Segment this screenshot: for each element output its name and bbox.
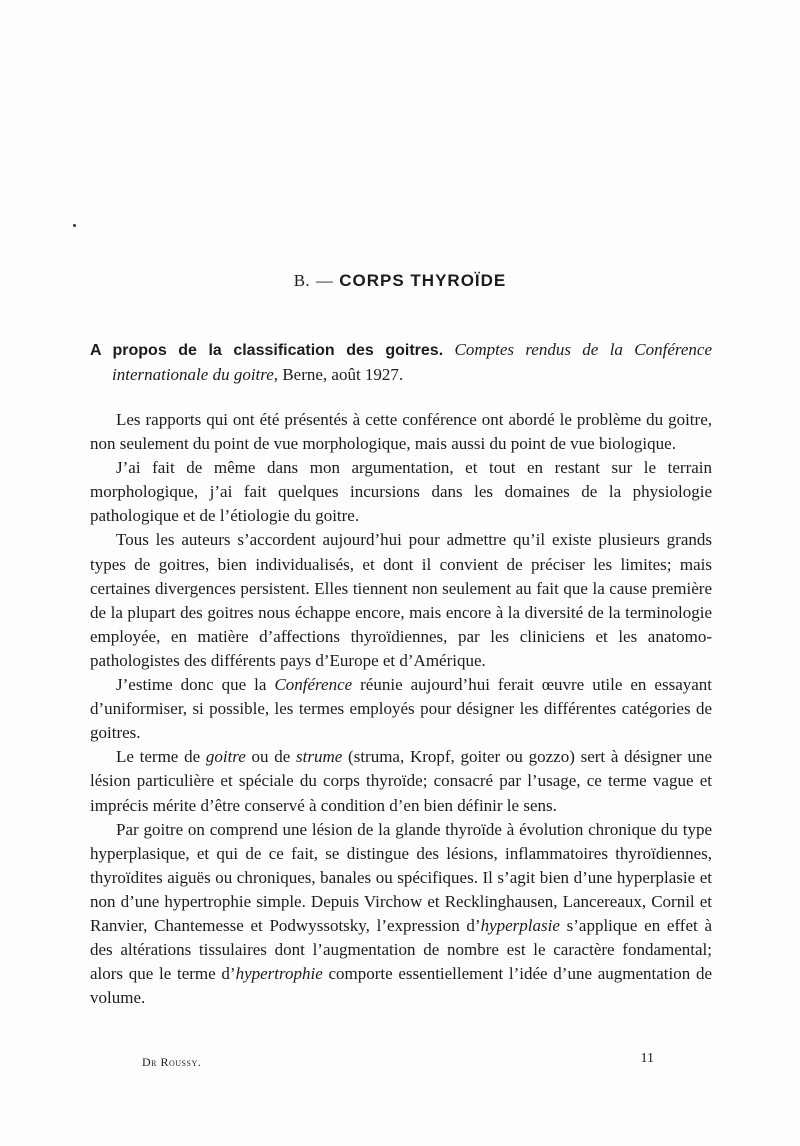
paragraph-6: Par goitre on comprend une lésion de la glande thyroïde à évolution chronique du type hyperplasique, et qui de ce fait, se distingue des lésions, inflammatoires thyroïdiennes, thyroïdites aiguës ou chroniques, banales ou spécifiques. Il s’agit bien d’une hyperplasie et non d’une hypertrophie simple. Depuis Virchow et Recklinghausen, Lancereaux, Cornil et Ranvier, Chantemesse et Podwyssotsky, l’expression d’hyperplasie s’applique en effet à des altérations tissulaires dont l’augmentation de nombre est le caractère fondamental; alors que le terme d’hypertrophie comporte essentiellement l’idée d’une augmentation de volume. bbox=[90, 819, 712, 1008]
paragraph-3: Tous les auteurs s’accordent aujourd’hui pour admettre qu’il existe plusieurs grands types de goitres, bien individualisés, et dont il convient de préciser les limites; mais certaines divergences persistent. Elles tiennent non seulement au fait que la cause première de la plupart des goitres nous échappe encore, mais encore à la diversité de la terminologie employée, en matière d’affections thyroïdiennes, par les cliniciens et les anatomo-pathologistes des différents pays d’Europe et d’Amérique. bbox=[90, 530, 712, 670]
page-number: 11 bbox=[640, 1051, 654, 1066]
reference-title: A propos de la classification des goitres. bbox=[90, 342, 444, 359]
reference-place-date: Berne, août 1927. bbox=[278, 365, 404, 384]
body-text bbox=[90, 408, 712, 1010]
section-heading bbox=[0, 271, 800, 291]
paragraph-1: Les rapports qui ont été présentés à cette conférence ont abordé le problème du goitre, non seulement du point de vue morphologique, mais aussi du point de vue biologique. bbox=[90, 410, 712, 454]
paragraph-2: J’ai fait de même dans mon argumentation, et tout en restant sur le terrain morphologique, j’ai fait quelques incursions dans les domaines de la physiologie pathologique et de l’étiologie du goitre. bbox=[90, 458, 712, 526]
section-dash: — bbox=[315, 271, 334, 290]
paragraph-4: J’estime donc que la Conférence réunie aujourd’hui ferait œuvre utile en essayant d’uniformiser, si possible, les termes employés pour désigner les différentes catégories de goitres. bbox=[90, 675, 713, 743]
section-letter: B. bbox=[293, 271, 310, 290]
page-footer bbox=[142, 1051, 654, 1070]
footer-author: Dr Roussy. bbox=[142, 1055, 202, 1069]
reference-entry bbox=[90, 338, 712, 387]
paragraph-5: Le terme de goitre ou de strume (struma, Kropf, goiter ou gozzo) sert à désigner une lésion particulière et spéciale du corps thyroïde; consacré par l’usage, ce terme vague et imprécis mérite d’être conservé à condition d’en bien définir le sens. bbox=[90, 747, 712, 815]
ink-speck bbox=[73, 224, 76, 227]
reference-source: Comptes rendus de la Conférence internationale du goitre, bbox=[112, 340, 712, 384]
section-title: CORPS THYROÏDE bbox=[339, 271, 507, 290]
